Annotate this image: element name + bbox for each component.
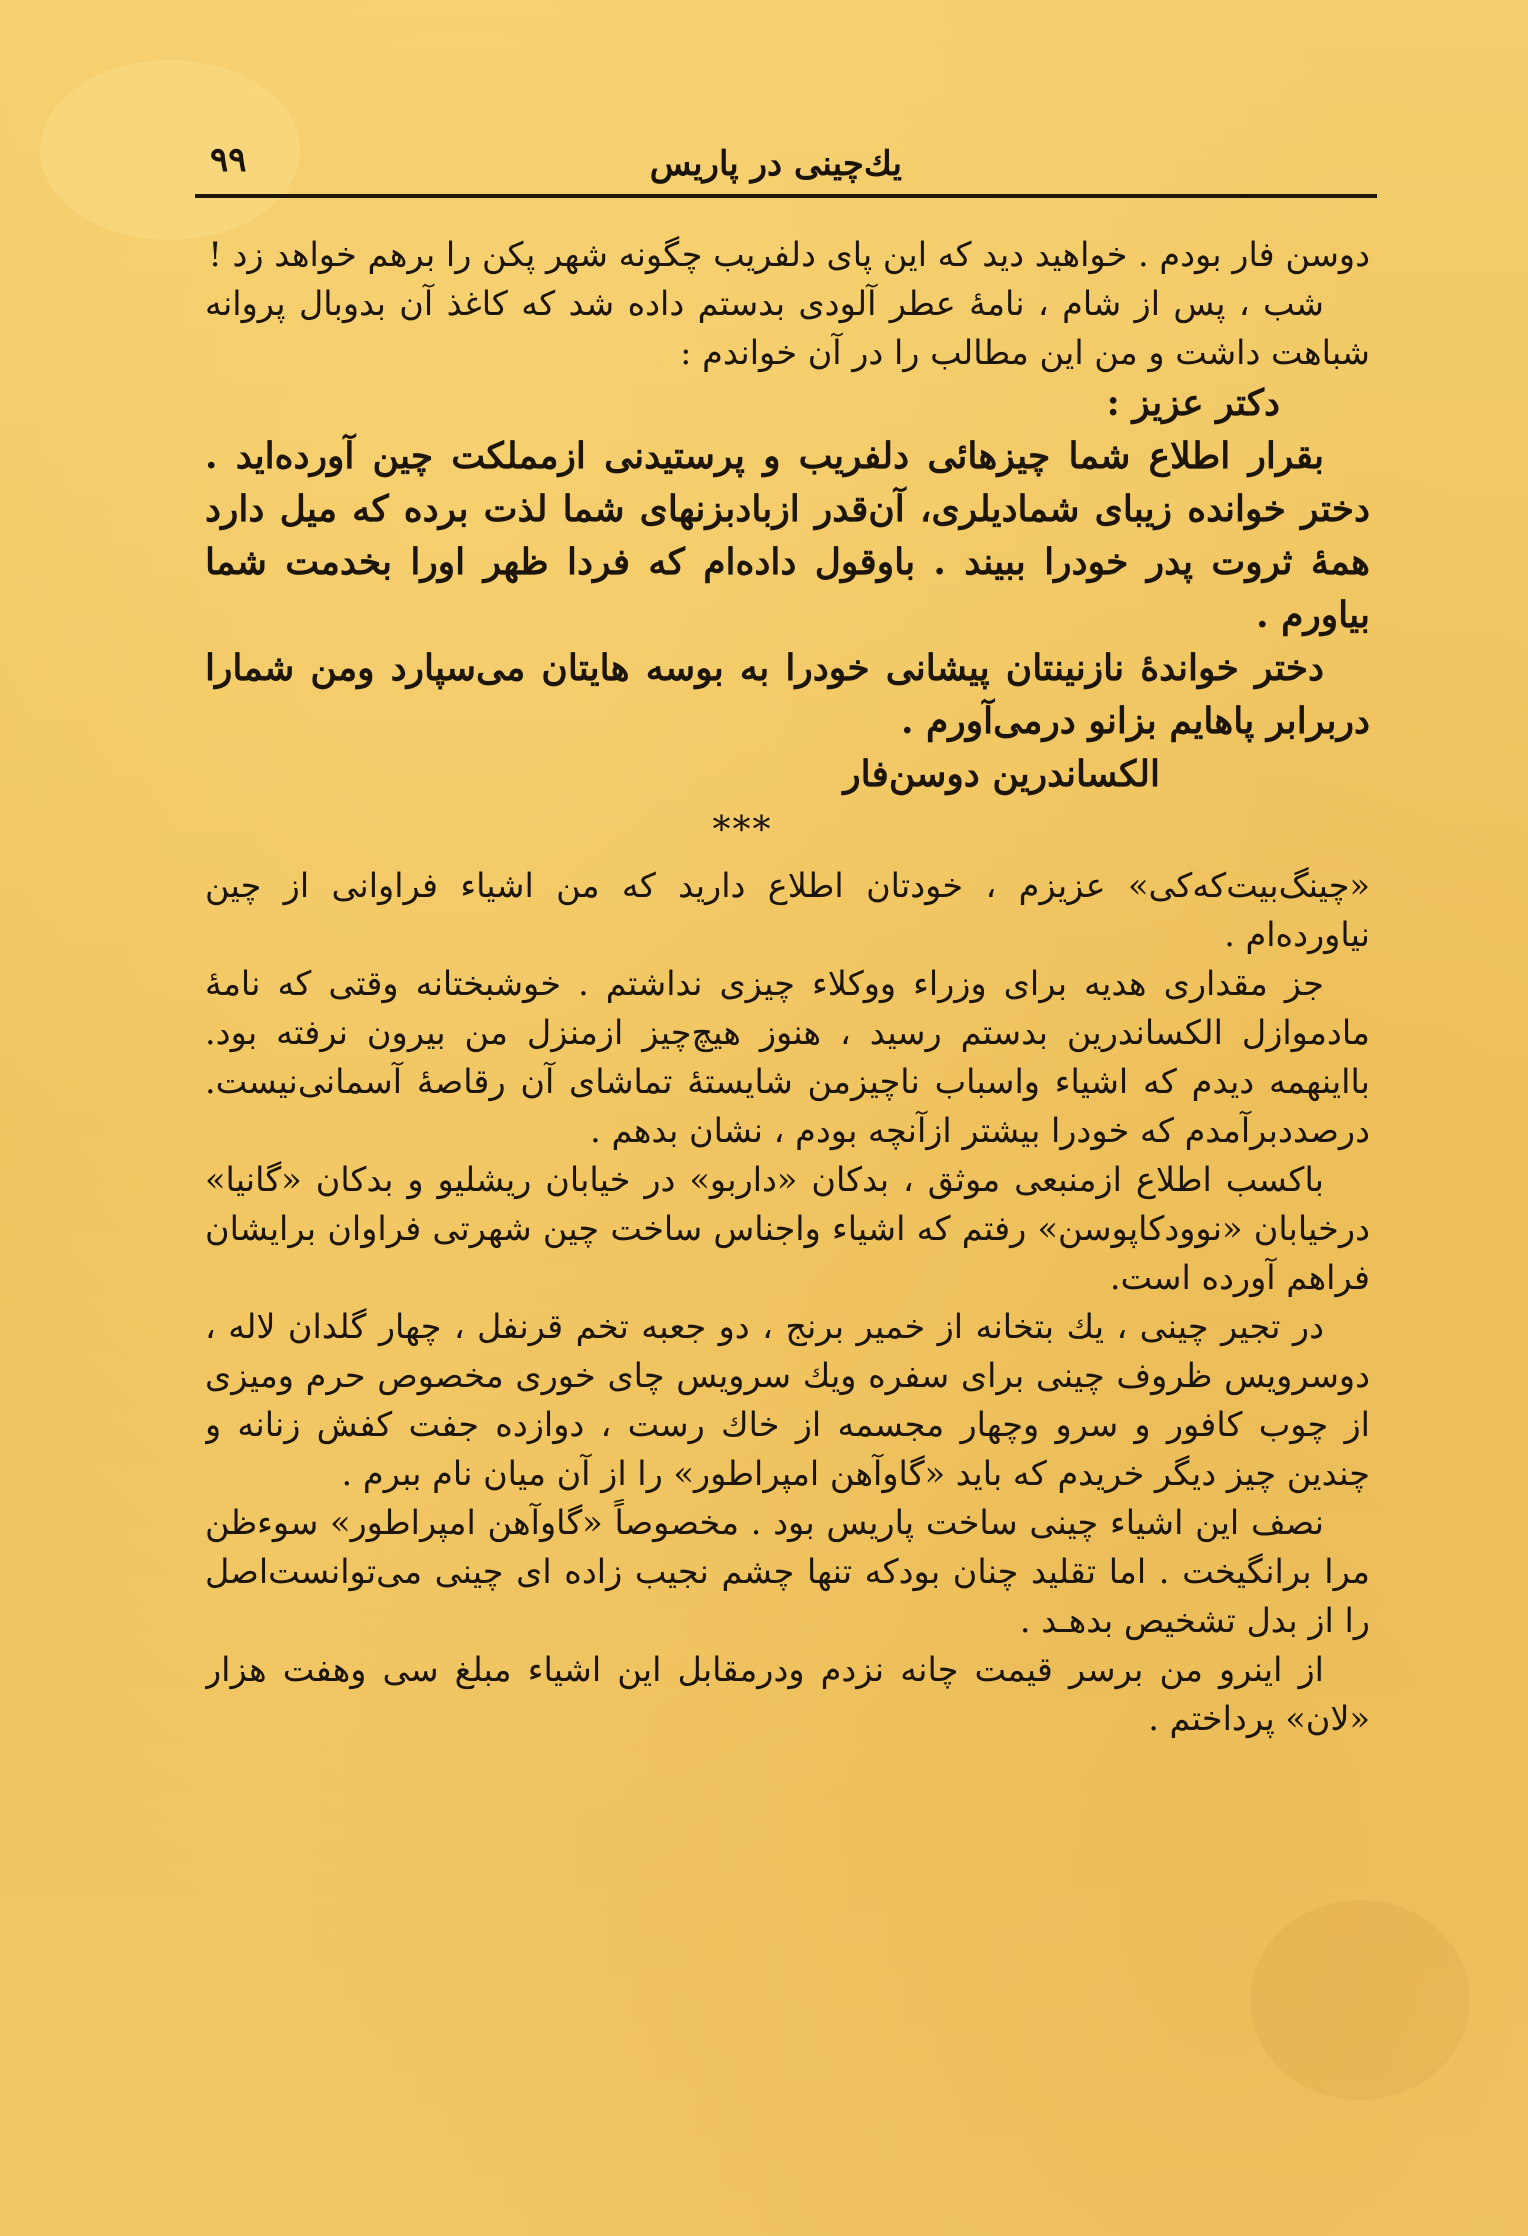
paragraph: جز مقداری هديه برای وزراء ووكلاء چيزی نداشتم . خوشبختانه وقتی كه نامهٔ مادموازل الكساندرين بدستم رسيد ، هنوز هيچ‌چيز ازمنزل من بيرون نرفته بود. بااينهمه ديدم كه اشياء واسباب ناچيزمن شايستهٔ تماشای آن رقاصهٔ آسمانی‌نيست. درصددبرآمدم كه خودرا بيشتر ازآنچه بودم ، نشان بدهم . [205,964,1370,1150]
letter-signature: الكساندرين دوسن‌فار [843,753,1160,795]
letter-paragraph: بقرار اطلاع شما چيزهائی دلفريب و پرستيدنی ازمملكت چين آورده‌ايد . دختر خوانده زيبای شماديلری، آن‌قدر ازبادبزنهای شما لذت برده كه ميل دارد همهٔ ثروت پدر خودرا ببيند . باوقول داده‌ام كه فردا ظهر اورا بخدمت شما بياورم . [205,435,1370,636]
running-title: يك‌چينی در پاريس [649,144,902,184]
paragraph: باكسب اطلاع ازمنبعی موثق ، بدكان «داربو» در خيابان ريشليو و بدكان «گانيا» درخيابان «نوودكاپوسن» رفتم كه اشياء واجناس ساخت چين شهرتی فراوان برايشان فراهم آورده است. [205,1160,1370,1297]
letter [205,377,1370,801]
paragraph: در تجير چينی ، يك بتخانه از خمير برنج ، دو جعبه تخم قرنفل ، چهار گلدان لاله ، دوسرويس ظروف چينی برای سفره ويك سرويس چای خوری مخصوص حرم وميزی از چوب كافور و سرو وچهار مجسمه از خاك رست ، دوازده جفت كفش زنانه و چندين چيز ديگر خريدم كه بايد «گاوآهن امپراطور» را از آن ميان نام ببرم . [205,1307,1370,1493]
section-separator: *** [712,810,773,851]
page-body [205,230,1370,2160]
paragraph: دوسن فار بودم . خواهيد ديد كه اين پای دلفريب چگونه شهر پكن را برهم خواهد زد ! [208,235,1370,274]
letter-paragraph: دختر خواندهٔ نازنينتان پيشانی خودرا به بوسه هايتان می‌سپارد ومن شمارا دربرابر پاهايم بزانو درمی‌آورم . [205,647,1370,742]
header-rule [195,194,1377,198]
paragraph: از اينرو من برسر قيمت چانه نزدم ودرمقابل اين اشياء مبلغ سی وهفت هزار «لان» پرداختم . [205,1650,1370,1738]
paragraph: شب ، پس از شام ، نامهٔ عطر آلودی بدستم داده شد كه كاغذ آن بدوبال پروانه شباهت داشت و من اين مطالب را در آن خواندم : [205,284,1370,372]
paragraph: نصف اين اشياء چينی ساخت پاريس بود . مخصوصاً «گاوآهن امپراطور» سوءظن مرا برانگيخت . اما تقليد چنان بودكه تنها چشم نجيب زاده ای چينی می‌توانست‌اصل را از بدل تشخيص بدهـد . [205,1503,1370,1640]
page-header [200,138,1372,188]
paragraph: «چينگ‌بيت‌كه‌كی» عزيزم ، خودتان اطلاع داريد كه من اشياء فراوانی از چين نياورده‌ام . [205,866,1370,954]
letter-greeting: دكتر عزيز : [1106,382,1280,424]
page-number: ۹۹ [210,140,247,180]
